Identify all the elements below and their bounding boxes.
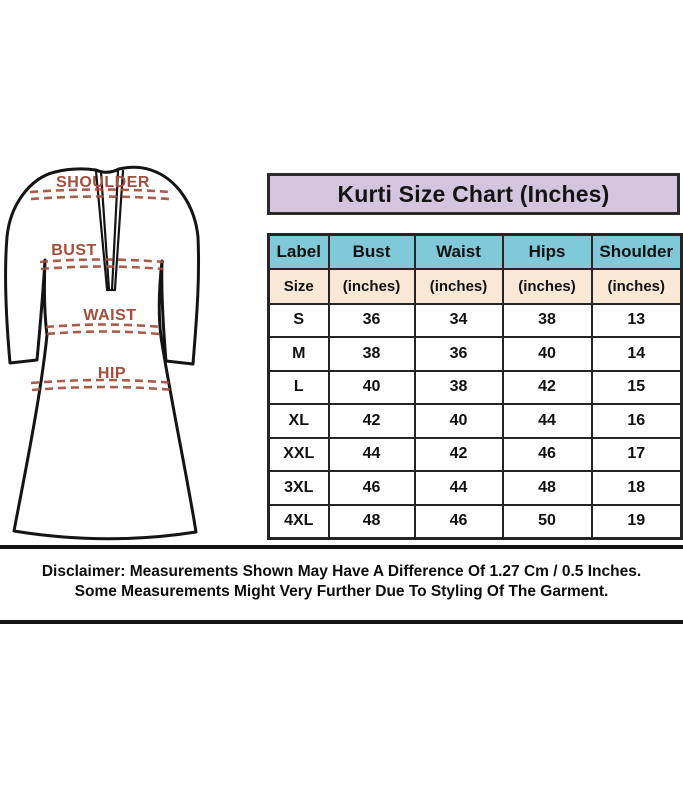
table-header-row bbox=[269, 235, 682, 269]
table-row-3xl bbox=[269, 471, 682, 505]
size-cell: L bbox=[269, 371, 329, 405]
hips-cell: 42 bbox=[503, 371, 592, 405]
shoulder-measure-label: SHOULDER bbox=[56, 174, 150, 191]
hips-cell: 48 bbox=[503, 471, 592, 505]
hips-cell: 50 bbox=[503, 505, 592, 539]
hips-cell: 46 bbox=[503, 438, 592, 472]
shoulder-cell: 19 bbox=[592, 505, 682, 539]
table-row-xxl bbox=[269, 438, 682, 472]
size-cell: XXL bbox=[269, 438, 329, 472]
bust-cell: 38 bbox=[329, 337, 415, 371]
size-cell: 3XL bbox=[269, 471, 329, 505]
subheader-shoulder-unit: (inches) bbox=[592, 269, 682, 304]
chart-title: Kurti Size Chart (Inches) bbox=[337, 180, 610, 207]
bust-cell: 42 bbox=[329, 404, 415, 438]
bust-cell: 36 bbox=[329, 304, 415, 338]
table-subheader-row bbox=[269, 269, 682, 304]
size-cell: 4XL bbox=[269, 505, 329, 539]
size-cell: XL bbox=[269, 404, 329, 438]
subheader-bust-unit: (inches) bbox=[329, 269, 415, 304]
garment-outline bbox=[6, 167, 199, 539]
shoulder-cell: 17 bbox=[592, 438, 682, 472]
waist-measure-label: WAIST bbox=[83, 307, 137, 324]
subheader-waist-unit: (inches) bbox=[415, 269, 503, 304]
shoulder-cell: 14 bbox=[592, 337, 682, 371]
size-table bbox=[267, 233, 683, 540]
header-waist: Waist bbox=[415, 235, 503, 269]
table-row-xl bbox=[269, 404, 682, 438]
size-cell: M bbox=[269, 337, 329, 371]
bust-cell: 48 bbox=[329, 505, 415, 539]
shoulder-cell: 16 bbox=[592, 404, 682, 438]
shoulder-cell: 18 bbox=[592, 471, 682, 505]
table-row-m bbox=[269, 337, 682, 371]
table-row-s bbox=[269, 304, 682, 338]
bust-cell: 40 bbox=[329, 371, 415, 405]
hip-measure-label: HIP bbox=[97, 365, 127, 382]
waist-cell: 42 bbox=[415, 438, 503, 472]
subheader-size: Size bbox=[269, 269, 329, 304]
shoulder-cell: 13 bbox=[592, 304, 682, 338]
disclaimer-text bbox=[0, 562, 683, 602]
shoulder-cell: 15 bbox=[592, 371, 682, 405]
hips-cell: 38 bbox=[503, 304, 592, 338]
kurti-diagram bbox=[0, 163, 240, 548]
divider-bottom bbox=[0, 620, 683, 624]
header-bust: Bust bbox=[329, 235, 415, 269]
bust-cell: 46 bbox=[329, 471, 415, 505]
bust-cell: 44 bbox=[329, 438, 415, 472]
waist-cell: 46 bbox=[415, 505, 503, 539]
subheader-hips-unit: (inches) bbox=[503, 269, 592, 304]
waist-cell: 34 bbox=[415, 304, 503, 338]
header-shoulder: Shoulder bbox=[592, 235, 682, 269]
divider-top bbox=[0, 545, 683, 549]
waist-cell: 40 bbox=[415, 404, 503, 438]
waist-cell: 38 bbox=[415, 371, 503, 405]
waist-cell: 36 bbox=[415, 337, 503, 371]
table-row-4xl bbox=[269, 505, 682, 539]
header-label: Label bbox=[269, 235, 329, 269]
table-row-l bbox=[269, 371, 682, 405]
disclaimer-line-2: Some Measurements Might Very Further Due To Styling Of The Garment. bbox=[74, 583, 609, 600]
hips-cell: 44 bbox=[503, 404, 592, 438]
chart-title-bar bbox=[267, 173, 680, 215]
disclaimer-line-1: Disclaimer: Measurements Shown May Have A Difference Of 1.27 Cm / 0.5 Inches. bbox=[41, 563, 642, 580]
bust-measure-label: BUST bbox=[51, 242, 97, 259]
header-hips: Hips bbox=[503, 235, 592, 269]
hips-cell: 40 bbox=[503, 337, 592, 371]
size-cell: S bbox=[269, 304, 329, 338]
waist-cell: 44 bbox=[415, 471, 503, 505]
